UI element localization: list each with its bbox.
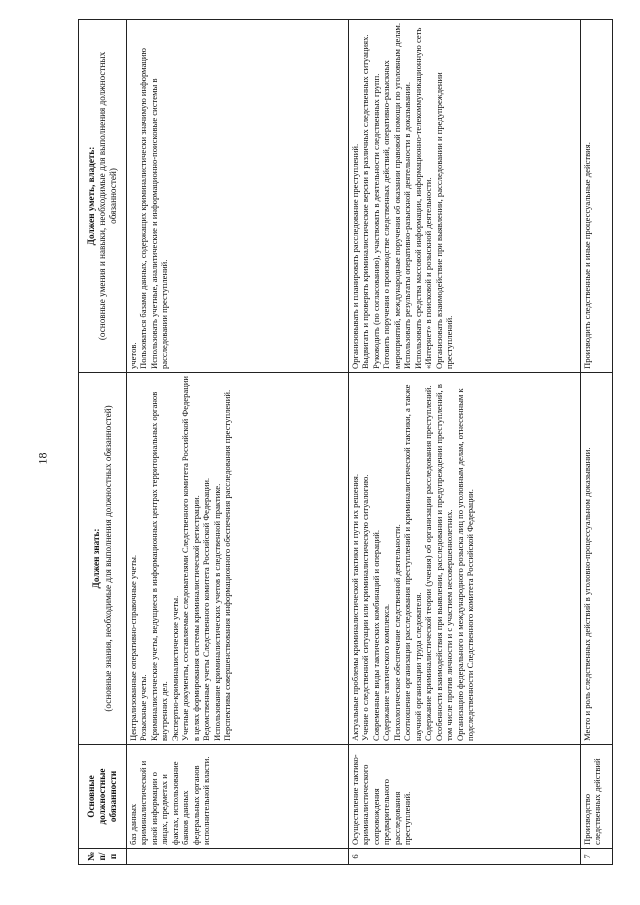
row-number: 6	[349, 849, 581, 865]
knowledge-item: Централизованные оперативно-справочные учеты.	[128, 554, 138, 741]
knowledge-item: Соотношение организации расследования преступлений и криминалистической тактики, а также научной организации труда следователя.	[402, 384, 423, 741]
skill-item: Готовить поручения о производстве следственных действий, оперативно-разыскных мероприятий, международные поручения об оказании правовой помощи по уголовным делам.	[381, 22, 402, 369]
duty-cell: Осуществление тактико-криминалистического сопровождения предварительного расследования преступлений.	[349, 745, 581, 849]
skill-item: Организовать взаимодействие при выявлении, расследовании и предупреждении преступлений.	[433, 72, 455, 369]
rotated-table-frame	[78, 20, 612, 865]
header-skills	[79, 20, 127, 373]
row-number	[127, 849, 349, 865]
skill-item: Руководить (по согласованию), участвовать в деятельности следственных групп.	[370, 73, 381, 369]
knowledge-item: Содержание криминалистической теории (учения) об организации расследования преступлений.	[423, 385, 434, 741]
skill-item: учетов.	[128, 342, 138, 369]
competency-table	[78, 19, 613, 865]
knowledge-item: Использование криминалистических учетов в следственной практике.	[211, 483, 222, 741]
page-number: 18	[35, 452, 50, 465]
table-header-row	[79, 20, 127, 865]
header-knowledge-subtitle: (основные знания, необходимые для выполнения должностных обязанностей)	[102, 405, 113, 712]
knowledge-item: Учение о следственной ситуации или криминалистическую ситуалогию.	[360, 474, 371, 741]
knowledge-cell	[127, 373, 349, 745]
knowledge-item: Учетные документы, составляемые следователями Следственного комитета Российской Федерации в целях формирования системы криминалистической регистрации.	[180, 375, 201, 741]
knowledge-item: Современные виды тактических комбинаций и операций.	[370, 530, 381, 741]
header-knowledge-title: Должен знать:	[91, 528, 102, 589]
row-number: 7	[581, 849, 613, 865]
knowledge-item: Розыскные учеты.	[138, 674, 149, 741]
table-row	[127, 20, 349, 865]
skill-item: Производить следственные и иные процессуальные действия.	[582, 142, 592, 369]
knowledge-item: Перспективы совершенствования информационного обеспечения расследования преступлений.	[222, 389, 233, 741]
skills-cell	[127, 20, 349, 373]
knowledge-item: Организацию федерального и международного розыска лиц по уголовным делам, отнесенным к подследственности Следственного комитета Российской Федерации.	[454, 388, 476, 741]
skill-item: Выдвигать и проверять криминалистические версии в различных следственных ситуациях.	[360, 34, 371, 369]
knowledge-item: Экспертно-криминалистические учеты.	[169, 595, 180, 741]
header-duty: Основные должностные обязанности	[79, 745, 127, 849]
header-num: № п/п	[79, 849, 127, 865]
skill-item: Пользоваться базами данных, содержащих криминалистически значимую информацию	[138, 48, 149, 369]
header-skills-title: Должен уметь, владеть:	[85, 146, 96, 246]
table-row	[581, 20, 613, 865]
knowledge-cell	[349, 373, 581, 745]
header-knowledge	[79, 373, 127, 745]
skill-item: Использовать учетные, аналитические и информационно-поисковые системы в расследовании преступлений.	[148, 78, 170, 369]
duty-cell: баз данных криминалистической и иной информации о лицах, предметах и фактах, использование банков данных федеральных органов исполнительной власти.	[127, 745, 349, 849]
knowledge-item: Ведомственные учеты Следственного комитета Российской Федерации.	[201, 477, 212, 741]
table-row	[349, 20, 581, 865]
knowledge-item: Особенности взаимодействия при выявлении, расследовании и предупреждении преступлений, в том числе против личности и с участием несовершеннолетних.	[433, 384, 455, 741]
knowledge-item: Криминалистические учеты, ведущиеся в информационных центрах территориальных органов внутренних дел.	[148, 391, 170, 741]
header-skills-subtitle: (основные умения и навыки, необходимые для выполнения должностных обязанностей)	[96, 51, 119, 341]
skill-item: Организовывать и планировать расследование преступлений.	[350, 143, 360, 369]
skills-cell	[581, 20, 613, 373]
knowledge-item: Психологическое обеспечение следственной деятельности.	[391, 524, 402, 741]
skills-cell	[349, 20, 581, 373]
knowledge-item: Содержание тактического комплекса.	[381, 603, 392, 741]
knowledge-item: Актуальные проблемы криминалистической тактики и пути их решения.	[350, 474, 360, 741]
knowledge-item: Место и роль следственных действий в уголовно-процессуальном доказывании.	[582, 447, 592, 741]
skill-item: Использовать результаты оперативно-разыскной деятельности в доказывании.	[402, 81, 413, 369]
skill-item: Использовать средства массовой информации, информационно-телекоммуникационную сеть «Интернет» в поисковой и розыскной деятельности.	[412, 27, 434, 369]
duty-cell: Производство следственных действий	[581, 745, 613, 849]
knowledge-cell	[581, 373, 613, 745]
